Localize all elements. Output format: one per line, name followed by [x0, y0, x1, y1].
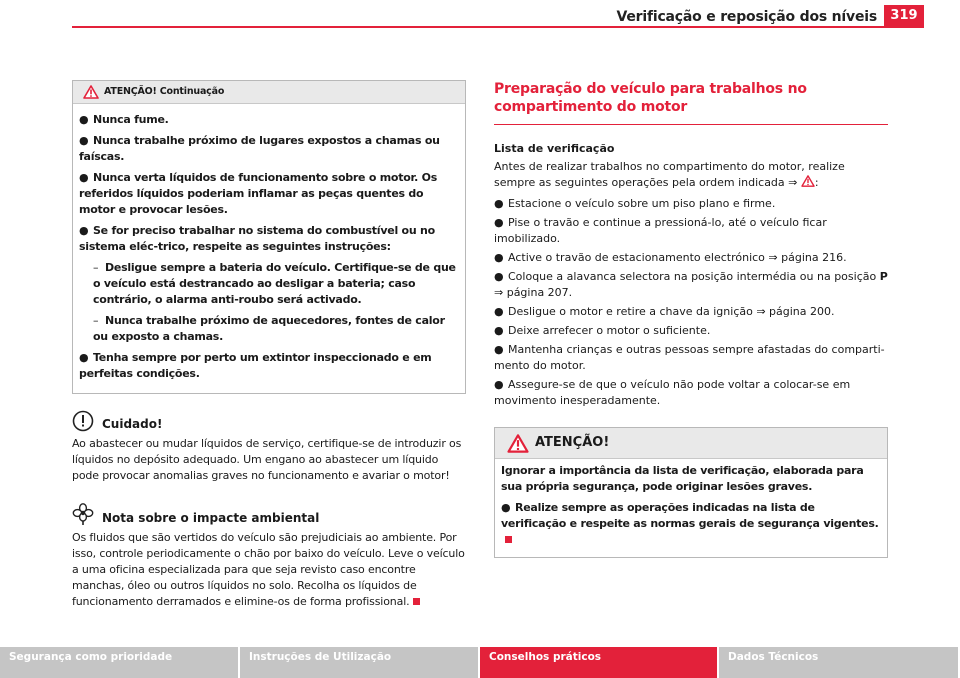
checklist-item: ● Coloque a alavanca selectora na posição intermédia ou na posição P ⇒ página 207.: [494, 270, 888, 299]
bullet-icon: ●: [494, 270, 504, 283]
section-title: Preparação do veículo para trabalhos no compartimento do motor: [494, 80, 888, 125]
warning-bullet: ● Realize sempre as operações indicadas na lista de verificação e respeite as normas gerais de segurança vigentes.: [501, 500, 881, 548]
caution-exclamation-icon: [72, 410, 94, 432]
bullet-icon: ●: [79, 224, 89, 237]
environment-text: Os fluidos que são vertidos do veículo são prejudiciais ao ambiente. Por isso, controle periodicamente o chão por baixo do veículo. Leve o veículo a uma oficina especializada para que seja revisto caso encontre manchas, óleo ou outros líquidos no solo. Recolha os líquidos de funcionamento derramados e elimine-os de forma profissional.: [72, 531, 465, 608]
checklist-item: ● Desligue o motor e retire a chave da ignição ⇒ página 200.: [494, 305, 835, 318]
warning-text: Ignorar a importância da lista de verificação, elaborada para sua própria segurança, pode originar lesões graves.: [501, 464, 864, 493]
environment-heading: [72, 502, 466, 526]
gear-position-label: P: [879, 270, 888, 283]
caution-title: Cuidado!: [102, 417, 163, 431]
checklist-heading: Lista de verificação: [494, 142, 615, 155]
checklist: [494, 196, 888, 409]
footer-tab[interactable]: Instruções de Utilização: [240, 647, 478, 678]
footer-tab[interactable]: Conselhos práticos: [480, 647, 717, 678]
warning-continued-box: [72, 80, 466, 394]
warning-item: ● Nunca trabalhe próximo de lugares expostos a chamas ou faíscas.: [79, 134, 440, 163]
chapter-footer: [0, 647, 960, 678]
checklist-intro: Antes de realizar trabalhos no compartimento do motor, realize sempre as seguintes operações pela ordem indicada ⇒ :: [494, 160, 845, 189]
warning-continued-header: [73, 81, 465, 104]
warning-sub-item: – Desligue sempre a bateria do veículo. Certifique-se de que o veículo está destrancado ao desligar a bateria; caso contrário, o alarma anti-roubo será activado.: [93, 261, 456, 306]
warning-body: [495, 459, 887, 557]
checklist-item: ● Estacione o veículo sobre um piso plano e firme.: [494, 197, 776, 210]
right-column: [494, 80, 888, 558]
caution-text: Ao abastecer ou mudar líquidos de serviço, certifique-se de introduzir os líquidos no depósito adequado. Um engano ao abastecer um líquido pode provocar anomalias graves no funcionamento e avariar o motor!: [72, 437, 462, 482]
bullet-icon: ●: [79, 171, 89, 184]
footer-tab[interactable]: Segurança como prioridade: [0, 647, 238, 678]
end-marker-icon: [413, 598, 420, 605]
bullet-icon: ●: [501, 501, 511, 514]
bullet-icon: ●: [79, 351, 89, 364]
checklist-item: ● Active o travão de estacionamento electrónico ⇒ página 216.: [494, 251, 847, 264]
header-rule: [72, 26, 924, 28]
page-number: 319: [884, 5, 924, 27]
warning-item: ● Nunca verta líquidos de funcionamento sobre o motor. Os referidos líquidos poderiam inflamar as peças quentes do motor e provocar lesões.: [79, 171, 438, 216]
warning-triangle-icon: [507, 434, 529, 453]
flower-environment-icon: [72, 502, 94, 526]
page-header-title: Verificação e reposição dos níveis: [616, 9, 877, 25]
bullet-icon: ●: [494, 324, 504, 337]
bullet-icon: ●: [79, 134, 89, 147]
bullet-icon: ●: [494, 251, 504, 264]
bullet-icon: ●: [494, 305, 504, 318]
bullet-icon: ●: [494, 197, 504, 210]
bullet-icon: ●: [494, 343, 504, 356]
warning-title: ATENÇÃO!: [535, 435, 610, 450]
caution-heading: [72, 410, 466, 432]
left-column: [72, 80, 466, 610]
warning-continued-title: ATENÇÃO! Continuação: [104, 86, 225, 97]
warning-header: [495, 428, 887, 459]
checklist-item: ● Mantenha crianças e outras pessoas sempre afastadas do comparti-mento do motor.: [494, 343, 885, 372]
warning-sub-item: – Nunca trabalhe próximo de aquecedores, fontes de calor ou exposto a chamas.: [93, 314, 445, 343]
warning-reference-icon[interactable]: [801, 175, 815, 187]
warning-item: ● Se for preciso trabalhar no sistema do combustível ou no sistema eléc-trico, respeite as seguintes instruções:: [79, 224, 435, 253]
footer-tab[interactable]: Dados Técnicos: [719, 647, 958, 678]
checklist-item: ● Assegure-se de que o veículo não pode voltar a colocar-se em movimento inesperadamente.: [494, 378, 851, 407]
dash-icon: –: [93, 314, 99, 327]
bullet-icon: ●: [494, 216, 504, 229]
environment-title: Nota sobre o impacte ambiental: [102, 511, 320, 525]
checklist-item: ● Deixe arrefecer o motor o suficiente.: [494, 324, 711, 337]
warning-continued-list: [73, 104, 465, 393]
warning-item: ● Nunca fume.: [79, 113, 169, 126]
warning-triangle-icon: [83, 85, 99, 99]
warning-box: [494, 427, 888, 558]
end-marker-icon: [505, 536, 512, 543]
bullet-icon: ●: [494, 378, 504, 391]
warning-item: ● Tenha sempre por perto um extintor inspeccionado e em perfeitas condições.: [79, 351, 432, 380]
bullet-icon: ●: [79, 113, 89, 126]
dash-icon: –: [93, 261, 99, 274]
checklist-item: ● Pise o travão e continue a pressioná-lo, até o veículo ficar imobilizado.: [494, 216, 827, 245]
